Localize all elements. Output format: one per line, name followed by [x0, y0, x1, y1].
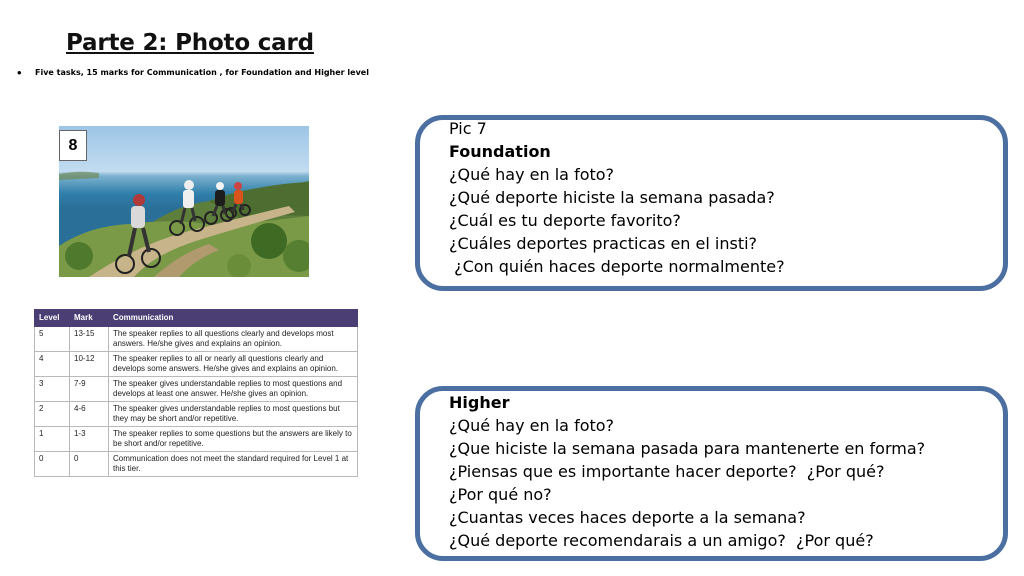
- header-communication: Communication: [109, 310, 358, 327]
- higher-heading: Higher: [449, 393, 510, 412]
- photo-mountain-bikers-icon: [59, 126, 309, 277]
- table-row: [35, 402, 358, 427]
- higher-question: ¿Piensas que es importante hacer deporte? ¿Por qué? ¿Por qué no?: [449, 462, 895, 504]
- foundation-question: ¿Con quién haces deporte normalmente?: [449, 257, 785, 276]
- row-level: 0: [35, 452, 70, 477]
- table-row: [35, 327, 358, 352]
- pic-label: Pic 7: [449, 119, 487, 138]
- row-description: The speaker gives understandable replies to most questions and develops at least one answer. He/she gives an opinion.: [109, 377, 358, 402]
- photo-card-image: [59, 126, 309, 277]
- row-level: 4: [35, 352, 70, 377]
- header-mark: Mark: [70, 310, 109, 327]
- subtitle-text: Five tasks, 15 marks for Communication , for Foundation and Higher level: [35, 68, 369, 77]
- higher-question: ¿Que hiciste la semana pasada para mantenerte en forma?: [449, 439, 926, 458]
- foundation-question: ¿Qué deporte hiciste la semana pasada?: [449, 188, 775, 207]
- foundation-heading: Foundation: [449, 142, 551, 161]
- bullet-icon: •: [17, 65, 22, 80]
- table-row: [35, 452, 358, 477]
- foundation-questions-text: [449, 117, 989, 278]
- higher-question: ¿Cuantas veces haces deporte a la semana?: [449, 508, 806, 527]
- row-level: 3: [35, 377, 70, 402]
- row-level: 5: [35, 327, 70, 352]
- row-level: 1: [35, 427, 70, 452]
- row-description: The speaker gives understandable replies to most questions but they may be short and/or repetitive.: [109, 402, 358, 427]
- row-description: The speaker replies to all questions clearly and develops most answers. He/she gives and explains an opinion.: [109, 327, 358, 352]
- table-row: [35, 352, 358, 377]
- row-mark: 7-9: [70, 377, 109, 402]
- foundation-question: ¿Cuál es tu deporte favorito?: [449, 211, 681, 230]
- row-description: Communication does not meet the standard required for Level 1 at this tier.: [109, 452, 358, 477]
- header-level: Level: [35, 310, 70, 327]
- row-mark: 10-12: [70, 352, 109, 377]
- row-description: The speaker replies to some questions but the answers are likely to be short and/or repetitive.: [109, 427, 358, 452]
- higher-question: ¿Qué hay en la foto?: [449, 416, 615, 435]
- table-header-row: [35, 310, 358, 327]
- communication-mark-scheme-table: [34, 309, 358, 477]
- row-mark: 1-3: [70, 427, 109, 452]
- page-title: Parte 2: Photo card: [66, 30, 314, 56]
- row-mark: 0: [70, 452, 109, 477]
- foundation-question: ¿Cuáles deportes practicas en el insti?: [449, 234, 758, 253]
- higher-question: ¿Qué deporte recomendarais a un amigo? ¿Por qué?: [449, 531, 874, 550]
- table-row: [35, 427, 358, 452]
- row-mark: 13-15: [70, 327, 109, 352]
- row-mark: 4-6: [70, 402, 109, 427]
- foundation-question: ¿Qué hay en la foto?: [449, 165, 615, 184]
- row-description: The speaker replies to all or nearly all questions clearly and develops some answers. He/she gives and explains an opinion.: [109, 352, 358, 377]
- photo-number-badge: 8: [59, 130, 87, 161]
- row-level: 2: [35, 402, 70, 427]
- higher-questions-text: [449, 391, 927, 552]
- table-row: [35, 377, 358, 402]
